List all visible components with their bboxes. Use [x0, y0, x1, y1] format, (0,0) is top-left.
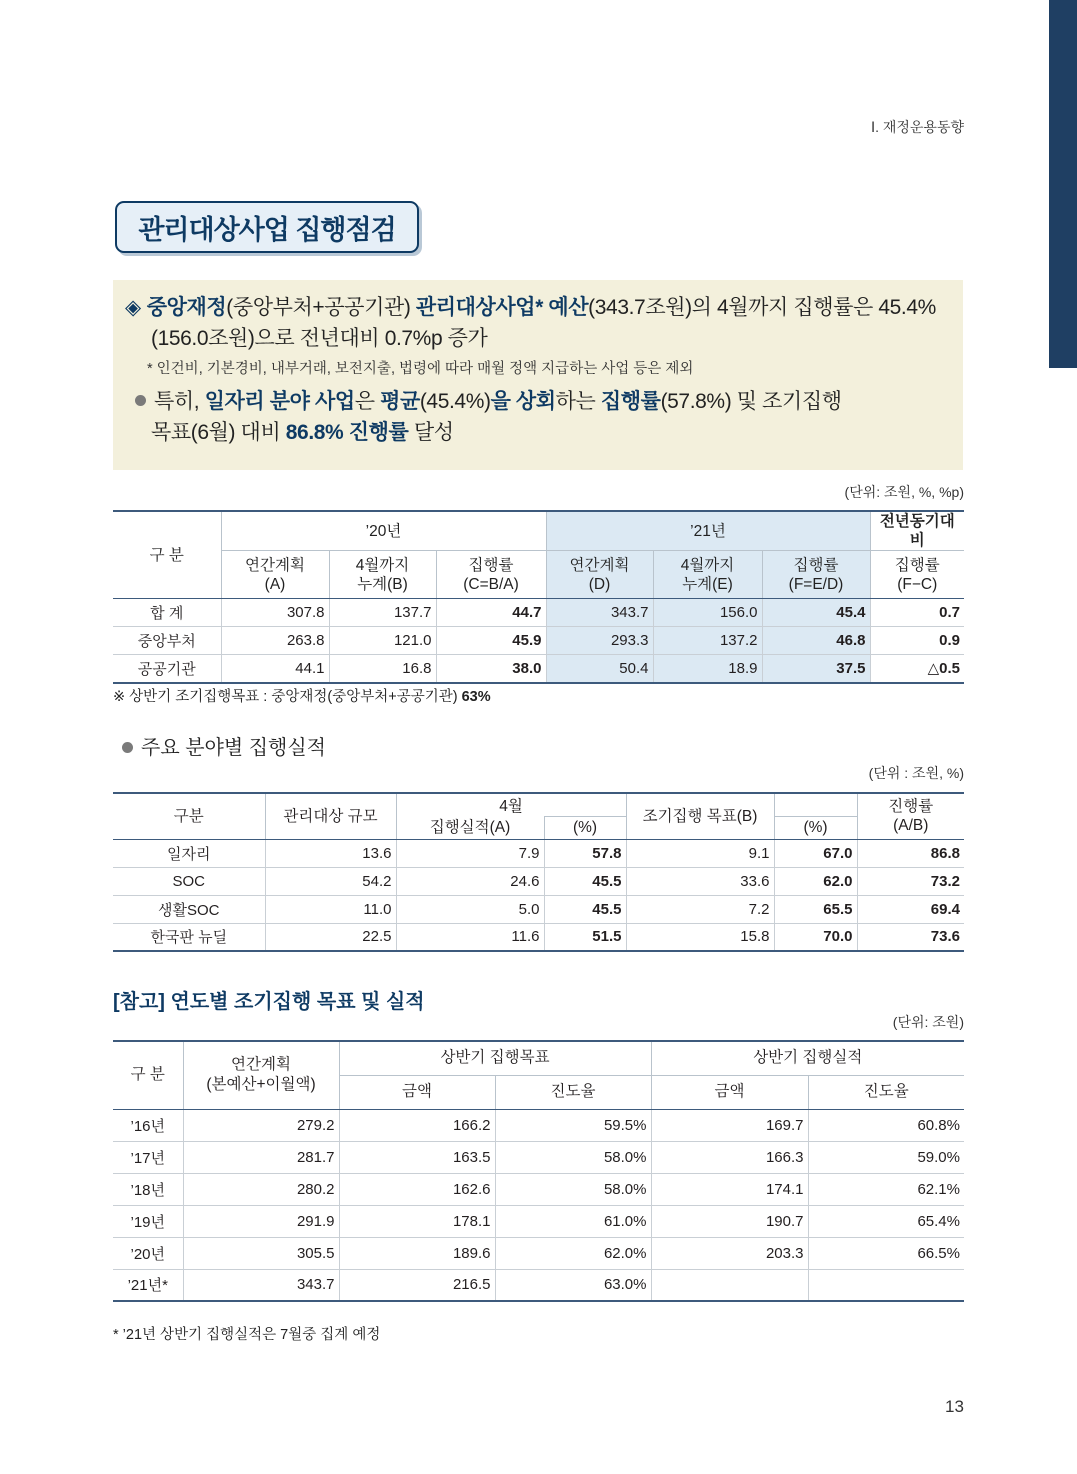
col-header-april-top: 4월 — [396, 793, 626, 816]
table-cell: 73.2 — [857, 867, 964, 895]
col-subheader: 4월까지 누계(B) — [329, 551, 436, 599]
reference-title: [참고] 연도별 조기집행 목표 및 실적 — [113, 991, 425, 1013]
table-cell: ’19년 — [113, 1205, 183, 1237]
table-cell: 65.5 — [774, 895, 857, 923]
table2-unit: (단위 : 조원, %) — [868, 765, 964, 781]
bullet-icon — [122, 742, 133, 753]
table3-unit: (단위: 조원) — [892, 1014, 964, 1030]
table-row — [113, 1173, 964, 1205]
col-header-yoy: 전년동기대비 — [870, 511, 964, 551]
col-subheader: 집행률 (C=B/A) — [436, 551, 546, 599]
col-header-pct: (%) — [544, 816, 626, 839]
table-cell: 33.6 — [626, 867, 774, 895]
table-cell: 163.5 — [339, 1141, 495, 1173]
table-cell: 216.5 — [339, 1269, 495, 1301]
col-header-2021: ’21년 — [546, 511, 870, 551]
bullet-icon — [135, 395, 146, 406]
table-cell: 45.5 — [544, 867, 626, 895]
table-row — [113, 895, 964, 923]
table-cell: 281.7 — [183, 1141, 339, 1173]
summary-box — [113, 280, 963, 470]
table-cell: 203.3 — [651, 1237, 808, 1269]
table-cell: 70.0 — [774, 923, 857, 951]
section-title: 관리대상사업 집행점검 — [115, 201, 419, 253]
table-cell: 16.8 — [329, 655, 436, 683]
table-cell: 66.5% — [808, 1237, 964, 1269]
table-cell: ’18년 — [113, 1173, 183, 1205]
table-cell: 7.9 — [396, 839, 544, 867]
col-header-amount: 금액 — [339, 1075, 495, 1109]
budget-execution-table — [113, 510, 964, 684]
table-cell: 343.7 — [546, 599, 653, 627]
table-cell: 62.0% — [495, 1237, 651, 1269]
table-cell: 137.2 — [653, 627, 762, 655]
table-cell: ’20년 — [113, 1237, 183, 1269]
subsection-heading: 주요 분야별 집행실적 — [122, 731, 326, 760]
table-cell: 50.4 — [546, 655, 653, 683]
table1-unit: (단위: 조원, %, %p) — [844, 484, 964, 500]
summary-line-1: ◈ 중앙재정(중앙부처+공공기관) 관리대상사업* 예산(343.7조원)의 4월까지 집행률은 45.4% — [125, 296, 936, 319]
table-cell: 62.1% — [808, 1173, 964, 1205]
col-header-target: 조기집행 목표(B) — [626, 793, 774, 839]
table-cell: 생활SOC — [113, 895, 265, 923]
col-header-2020: ’20년 — [221, 511, 546, 551]
table-row — [113, 1269, 964, 1301]
table-row — [113, 1109, 964, 1141]
table-cell: 178.1 — [339, 1205, 495, 1237]
table-cell: 합 계 — [113, 599, 221, 627]
table-cell: 280.2 — [183, 1173, 339, 1205]
col-subheader: 집행률 (F−C) — [870, 551, 964, 599]
table-cell: 한국판 뉴딜 — [113, 923, 265, 951]
table-cell: 5.0 — [396, 895, 544, 923]
table-cell: 190.7 — [651, 1205, 808, 1237]
col-header-april-bottom: 집행실적(A) — [396, 816, 544, 839]
table-cell: 60.8% — [808, 1109, 964, 1141]
table-cell: 291.9 — [183, 1205, 339, 1237]
table-row — [113, 599, 964, 627]
summary-footnote: * 인건비, 기본경비, 내부거래, 보전지출, 법령에 따라 매월 정액 지급하는 사업 등은 제외 — [147, 361, 694, 377]
table-cell: 22.5 — [265, 923, 396, 951]
table-cell: 305.5 — [183, 1237, 339, 1269]
table-cell: 공공기관 — [113, 655, 221, 683]
col-header-actual: 상반기 집행실적 — [651, 1041, 964, 1075]
chapter-side-tab — [1049, 0, 1077, 368]
table-cell: 9.1 — [626, 839, 774, 867]
table-cell — [651, 1269, 808, 1301]
table-cell: 46.8 — [762, 627, 870, 655]
table-cell: 13.6 — [265, 839, 396, 867]
table-cell: △0.5 — [870, 655, 964, 683]
table-cell: ’21년* — [113, 1269, 183, 1301]
table-cell: ’16년 — [113, 1109, 183, 1141]
table-row — [113, 867, 964, 895]
diamond-bullet-icon: ◈ — [125, 296, 141, 319]
table-cell: 162.6 — [339, 1173, 495, 1205]
table-cell: 293.3 — [546, 627, 653, 655]
table-cell: 37.5 — [762, 655, 870, 683]
table-cell: 11.0 — [265, 895, 396, 923]
summary-line-3: 특히, 일자리 분야 사업은 평균(45.4%)을 상회하는 집행률(57.8%) 및 조기집행 — [125, 386, 951, 417]
col-header-ratio: 진도율 — [808, 1075, 964, 1109]
table-cell: 45.4 — [762, 599, 870, 627]
table-cell: 137.7 — [329, 599, 436, 627]
col-header-plan: 연간계획 (본예산+이월액) — [183, 1041, 339, 1109]
table-cell: 일자리 — [113, 839, 265, 867]
col-header-scale: 관리대상 규모 — [265, 793, 396, 839]
table-cell: 0.7 — [870, 599, 964, 627]
col-header-amount: 금액 — [651, 1075, 808, 1109]
table-cell: 279.2 — [183, 1109, 339, 1141]
table-cell — [808, 1269, 964, 1301]
table-cell: 중앙부처 — [113, 627, 221, 655]
col-header-target: 상반기 집행목표 — [339, 1041, 651, 1075]
table-cell: 45.9 — [436, 627, 546, 655]
col-subheader: 4월까지 누계(E) — [653, 551, 762, 599]
table-cell: 156.0 — [653, 599, 762, 627]
table-cell: 263.8 — [221, 627, 329, 655]
table-cell: ’17년 — [113, 1141, 183, 1173]
table-row — [113, 1237, 964, 1269]
col-header-progress: 진행률 (A/B) — [857, 793, 964, 839]
table-cell: 59.5% — [495, 1109, 651, 1141]
table-cell: 38.0 — [436, 655, 546, 683]
table-cell: 67.0 — [774, 839, 857, 867]
col-header-category: 구 분 — [113, 1041, 183, 1109]
page-number: 13 — [945, 1397, 964, 1416]
table-cell: 169.7 — [651, 1109, 808, 1141]
col-header-category: 구분 — [113, 793, 265, 839]
table1-note: ※ 상반기 조기집행목표 : 중앙재정(중앙부처+공공기관) 63% — [113, 689, 491, 705]
table-cell: 63.0% — [495, 1269, 651, 1301]
summary-line-4: 목표(6월) 대비 86.8% 진행률 달성 — [151, 421, 454, 444]
table-cell: 24.6 — [396, 867, 544, 895]
table3-note: * ’21년 상반기 집행실적은 7월중 집계 예정 — [113, 1327, 381, 1343]
table-row — [113, 1205, 964, 1237]
table-cell: SOC — [113, 867, 265, 895]
table-cell: 61.0% — [495, 1205, 651, 1237]
table-cell: 69.4 — [857, 895, 964, 923]
table-cell: 343.7 — [183, 1269, 339, 1301]
table-cell: 174.1 — [651, 1173, 808, 1205]
table-cell: 189.6 — [339, 1237, 495, 1269]
table-cell: 166.2 — [339, 1109, 495, 1141]
table-cell: 15.8 — [626, 923, 774, 951]
table-cell: 7.2 — [626, 895, 774, 923]
table-cell: 45.5 — [544, 895, 626, 923]
yearly-target-table — [113, 1040, 964, 1302]
running-head: Ⅰ. 재정운용동향 — [870, 119, 964, 135]
table-cell: 18.9 — [653, 655, 762, 683]
table-cell: 86.8 — [857, 839, 964, 867]
table-row — [113, 839, 964, 867]
table-row — [113, 655, 964, 683]
col-header-ratio: 진도율 — [495, 1075, 651, 1109]
col-subheader: 연간계획 (D) — [546, 551, 653, 599]
table-cell: 65.4% — [808, 1205, 964, 1237]
table-cell: 11.6 — [396, 923, 544, 951]
table-cell: 44.7 — [436, 599, 546, 627]
table-cell: 121.0 — [329, 627, 436, 655]
table-cell: 58.0% — [495, 1173, 651, 1205]
table-row — [113, 1141, 964, 1173]
table-cell: 166.3 — [651, 1141, 808, 1173]
col-subheader: 집행률 (F=E/D) — [762, 551, 870, 599]
table-row — [113, 627, 964, 655]
table-cell: 51.5 — [544, 923, 626, 951]
table-cell: 0.9 — [870, 627, 964, 655]
col-header-category: 구 분 — [113, 511, 221, 599]
table-row — [113, 923, 964, 951]
sector-execution-table — [113, 792, 964, 952]
table-cell: 59.0% — [808, 1141, 964, 1173]
col-subheader: 연간계획 (A) — [221, 551, 329, 599]
table-cell: 307.8 — [221, 599, 329, 627]
table-cell: 54.2 — [265, 867, 396, 895]
table-cell: 73.6 — [857, 923, 964, 951]
table-cell: 58.0% — [495, 1141, 651, 1173]
table-cell: 57.8 — [544, 839, 626, 867]
table-cell: 44.1 — [221, 655, 329, 683]
summary-line-2: (156.0조원)으로 전년대비 0.7%p 증가 — [151, 327, 488, 350]
table-cell: 62.0 — [774, 867, 857, 895]
col-header-pct2: (%) — [774, 816, 857, 839]
